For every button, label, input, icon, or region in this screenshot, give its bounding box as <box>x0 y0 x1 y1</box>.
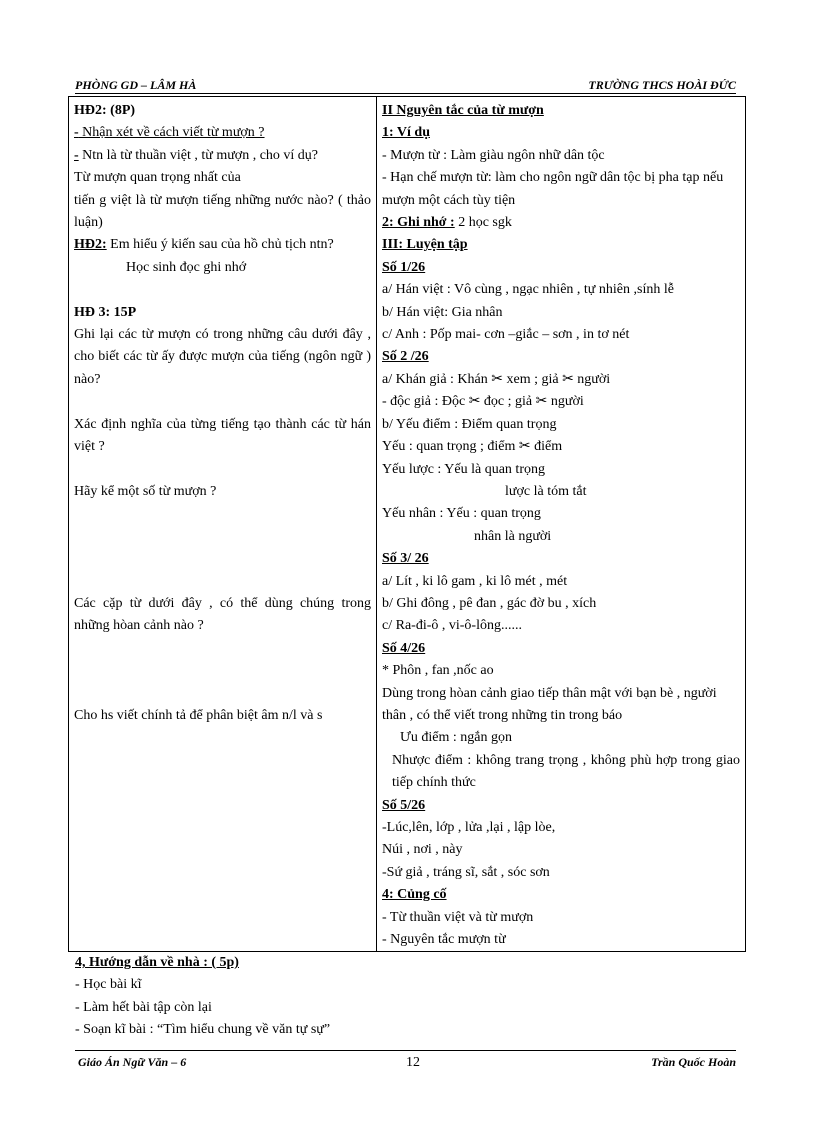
content-line: Ưu điểm : ngắn gọn <box>400 730 512 746</box>
content-line: - Nguyên tắc mượn từ <box>382 932 506 948</box>
question-text: Xác định nghĩa của từng tiếng tạo thành các từ hán việt ? <box>74 416 371 455</box>
content-line: a/ Khán giả : Khán ✂ xem ; giả ✂ người <box>382 371 611 387</box>
content-line: Dùng trong hòan cảnh giao tiếp thân mật với bạn bè , người thân , có thể viết trong những tin trong báo <box>382 685 717 723</box>
question-text: Em hiểu ý kiến sau của hồ chủ tịch ntn? <box>106 237 334 253</box>
page-header <box>75 78 736 94</box>
content-line: -Lúc,lên, lớp , lửa ,lại , lập lòe, <box>382 820 556 835</box>
homework-item: - Học bài kĩ <box>75 977 142 993</box>
content-line: b/ Yếu điểm : Điểm quan trọng <box>382 416 557 432</box>
section-heading: II Nguyên tắc của từ mượn <box>382 103 544 118</box>
content-line: nhân là người <box>474 528 552 544</box>
content-line: Yếu lược : Yếu là quan trọng <box>382 461 545 477</box>
content-line: Nhược điểm : không trang trọng , không phù hợp trong giao tiếp chính thức <box>392 752 740 791</box>
section-heading: 4: Củng cố <box>382 887 447 903</box>
question-text: Cho hs viết chính tả để phân biệt âm n/l và s <box>74 707 323 723</box>
section-heading: III: Luyện tập <box>382 237 468 253</box>
content-line: c/ Anh : Pốp mai- cơn –giắc – sơn , in tơ nét <box>382 327 630 343</box>
lesson-table <box>68 96 746 952</box>
homework-section <box>75 952 745 1042</box>
content-line: Yếu : quan trọng ; điểm ✂ điểm <box>382 439 563 455</box>
question-text: Nhận xét về cách viết từ mượn ? <box>78 125 265 141</box>
question-text: Các cặp từ dưới đây , có thể dùng chúng trong những hòan cảnh nào ? <box>74 595 371 634</box>
content-line: c/ Ra-đi-ô , vi-ô-lông...... <box>382 618 522 634</box>
question-text: Ghi lại các từ mượn có trong những câu dưới đây , cho biết các từ ấy được mượn của tiếng (ngôn ngữ ) nào? <box>74 327 371 387</box>
content-line: a/ Hán việt : Vô cùng , ngạc nhiên , tự nhiên ,sính lễ <box>382 282 674 298</box>
activities-column: HĐ2: (8P) - Nhận xét về cách viết từ mượn ? - Ntn là từ thuần việt , từ mượn , cho ví dụ? Từ mượn quan trọng nhất của tiến g việt là từ mượn tiếng những nước nào? ( thảo luận) HĐ2: Em hiểu ý kiến sau của hồ chủ tịch ntn? Học sinh đọc ghi nhớ HĐ 3: 15P Ghi lại các từ mượn có trong những câu dưới đây , cho biết các từ ấy được mượn của tiếng (ngôn ngữ ) nào? Xác định nghĩa của từng tiếng tạo thành các từ hán việt ? Hãy kể một số từ mượn ? Các cặp từ dưới đây , có thể dùng chúng trong những hòan cảnh nào ? Cho hs viết chính tả để phân biệt âm n/l và s <box>69 97 377 952</box>
homework-title: 4, Hướng dẫn về nhà : ( 5p) <box>75 955 239 970</box>
question-text: Hãy kể một số từ mượn ? <box>74 483 217 499</box>
footer-rule <box>75 1050 736 1051</box>
exercise-heading: Số 4/26 <box>382 640 426 656</box>
page-footer <box>78 1055 736 1075</box>
footer-right: Trần Quốc Hoàn <box>651 1055 736 1069</box>
content-line: * Phôn , fan ,nốc ao <box>382 663 494 679</box>
homework-item: - Soạn kĩ bài : “Tìm hiểu chung về văn tự sự” <box>75 1022 331 1038</box>
content-line: Núi , nơi , này <box>382 842 463 858</box>
footer-left: Giáo Án Ngữ Văn – 6 <box>78 1055 187 1069</box>
exercise-heading: Số 1/26 <box>382 259 426 275</box>
activity-heading: HĐ2: (8P) <box>74 103 136 118</box>
exercise-heading: Số 3/ 26 <box>382 551 429 567</box>
content-line: 2 học sgk <box>454 215 512 231</box>
content-line: a/ Lít , ki lô gam , ki lô mét , mét <box>382 573 568 589</box>
header-right: TRƯỜNG THCS HOÀI ĐỨC <box>588 78 736 92</box>
exercise-heading: Số 5/26 <box>382 797 426 813</box>
content-line: - Hạn chế mượn từ: làm cho ngôn ngữ dân tộc bị pha tạp nếu mượn một cách tùy tiện <box>382 170 724 208</box>
content-line: - Mượn từ : Làm giàu ngôn nhữ dân tộc <box>382 147 605 163</box>
instruction-text: Học sinh đọc ghi nhớ <box>126 259 247 275</box>
homework-item: - Làm hết bài tập còn lại <box>75 999 212 1015</box>
content-line: b/ Hán việt: Gia nhân <box>382 304 503 320</box>
activity-heading: HĐ 3: 15P <box>74 304 137 320</box>
page-number: 12 <box>406 1055 420 1070</box>
content-line: lược là tóm tắt <box>505 483 587 499</box>
content-line: b/ Ghi đông , pê đan , gác đờ bu , xích <box>382 595 597 611</box>
question-text: tiến g việt là từ mượn tiếng những nước nào? ( thảo luận) <box>74 192 371 231</box>
section-heading: 2: Ghi nhớ : <box>382 215 455 231</box>
question-text: Ntn là từ thuần việt , từ mượn , cho ví dụ? <box>78 147 319 163</box>
content-column <box>377 97 746 952</box>
header-left: PHÒNG GD – LÂM HÀ <box>75 78 197 92</box>
section-heading: 1: Ví dụ <box>382 125 430 141</box>
content-line: - Từ thuần việt và từ mượn <box>382 909 534 925</box>
exercise-heading: Số 2 /26 <box>382 349 429 365</box>
content-line: Yếu nhân : Yếu : quan trọng <box>382 506 541 522</box>
content-line: -Sứ giả , tráng sĩ, sắt , sóc sơn <box>382 864 550 880</box>
activity-heading: HĐ2: <box>74 237 107 253</box>
content-line: - độc giả : Độc ✂ đọc ; giả ✂ người <box>382 394 584 410</box>
question-text: Từ mượn quan trọng nhất của <box>74 170 241 186</box>
